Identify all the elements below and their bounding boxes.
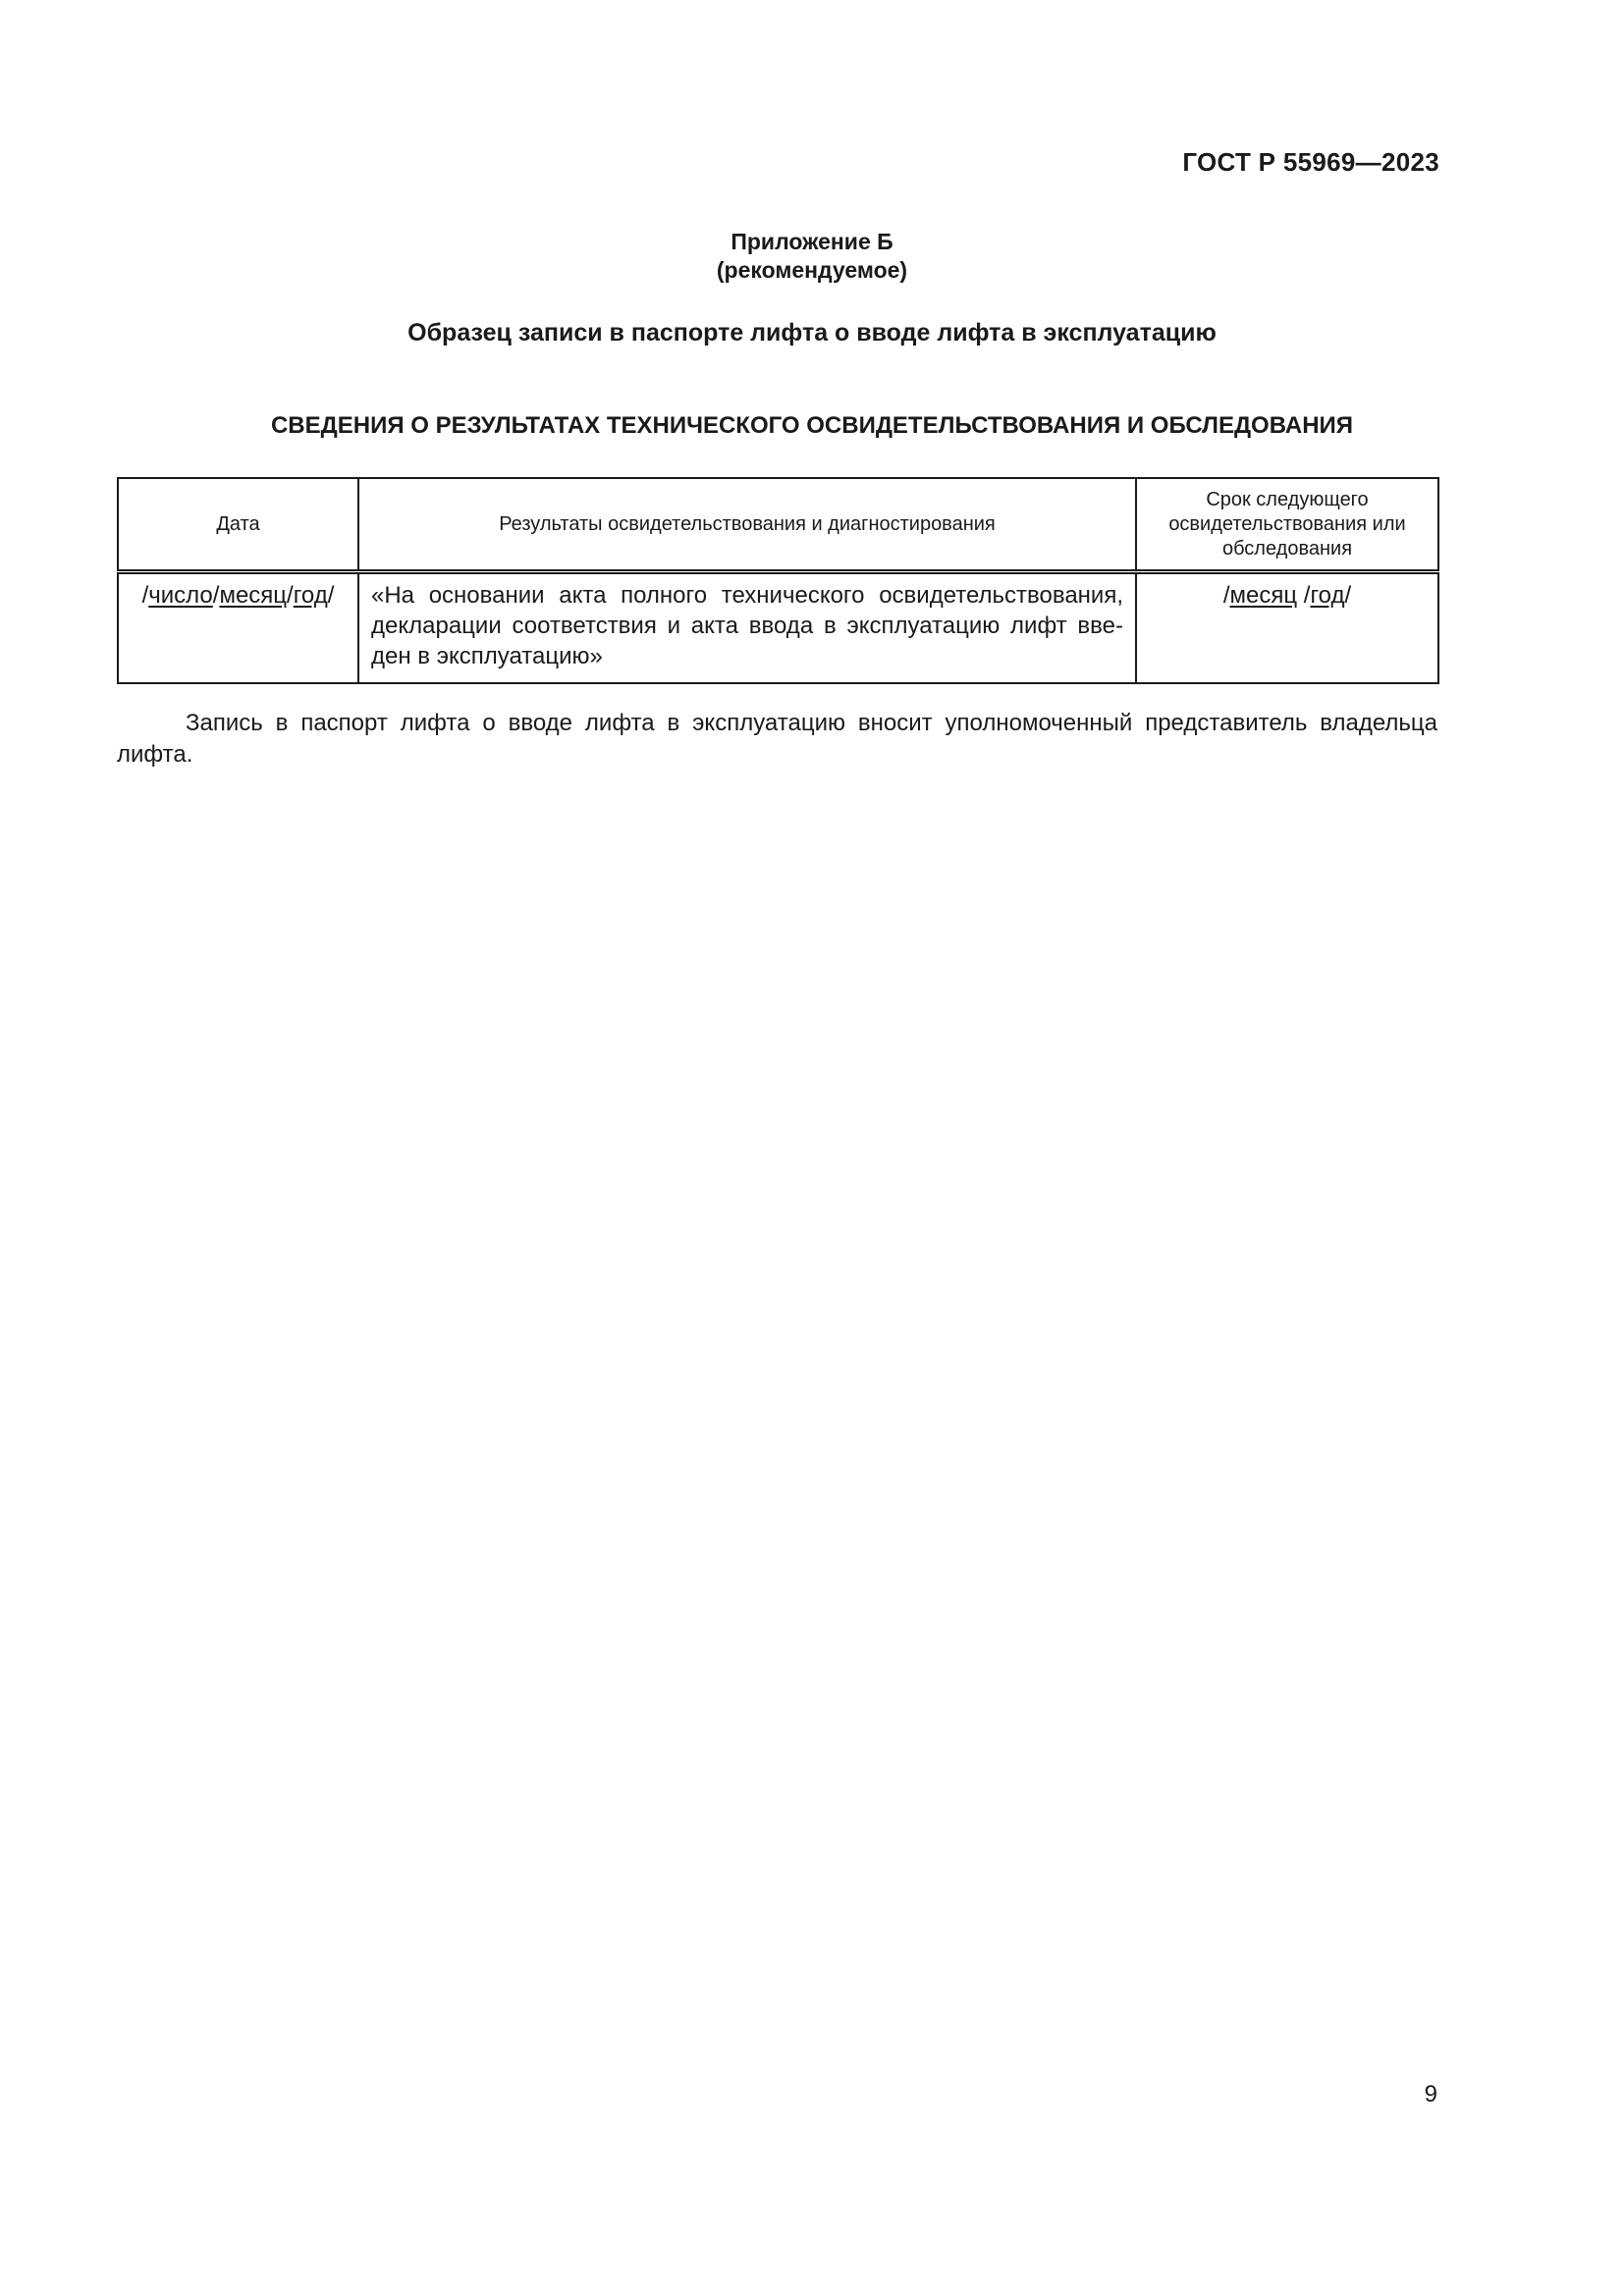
term-year: год [1310,582,1345,609]
date-cell: /число/месяц/год/ [118,572,358,684]
column-header-next-term: Срок следующего освидетельствования или обследования [1136,478,1438,572]
date-day: число [148,582,213,609]
date-year: год [293,582,328,609]
term-month: месяц [1229,582,1298,609]
column-header-results: Результаты освидетельствования и диагностирования [358,478,1136,572]
date-month: месяц [219,582,288,609]
note-paragraph: Запись в паспорт лифта о вводе лифта в эксплуатацию вносит уполномоченный представитель владельца лифта. [117,710,1437,768]
column-header-date: Дата [118,478,358,572]
section-title: СВЕДЕНИЯ О РЕЗУЛЬТАТАХ ТЕХНИЧЕСКОГО ОСВИДЕТЕЛЬСТВОВАНИЯ И ОБСЛЕДОВАНИЯ [270,412,1354,439]
result-cell: «На основании акта полного технического освидетельствования, декларации соответствия и акта ввода в эксплуатацию лифт вве- ден в эксплуатацию» [358,572,1136,684]
next-term-cell: /месяц /год/ [1136,572,1438,684]
appendix-title: Приложение Б [731,229,893,254]
main-title: Образец записи в паспорте лифта о вводе лифта в эксплуатацию [407,319,1217,347]
table-header-row [118,478,1438,572]
appendix-heading [0,228,1624,285]
record-table [117,477,1439,684]
appendix-subtitle: (рекомендуемое) [716,257,908,283]
page-number: 9 [1424,2081,1437,2108]
table-row [118,572,1438,684]
document-code: ГОСТ Р 55969—2023 [1182,147,1439,177]
